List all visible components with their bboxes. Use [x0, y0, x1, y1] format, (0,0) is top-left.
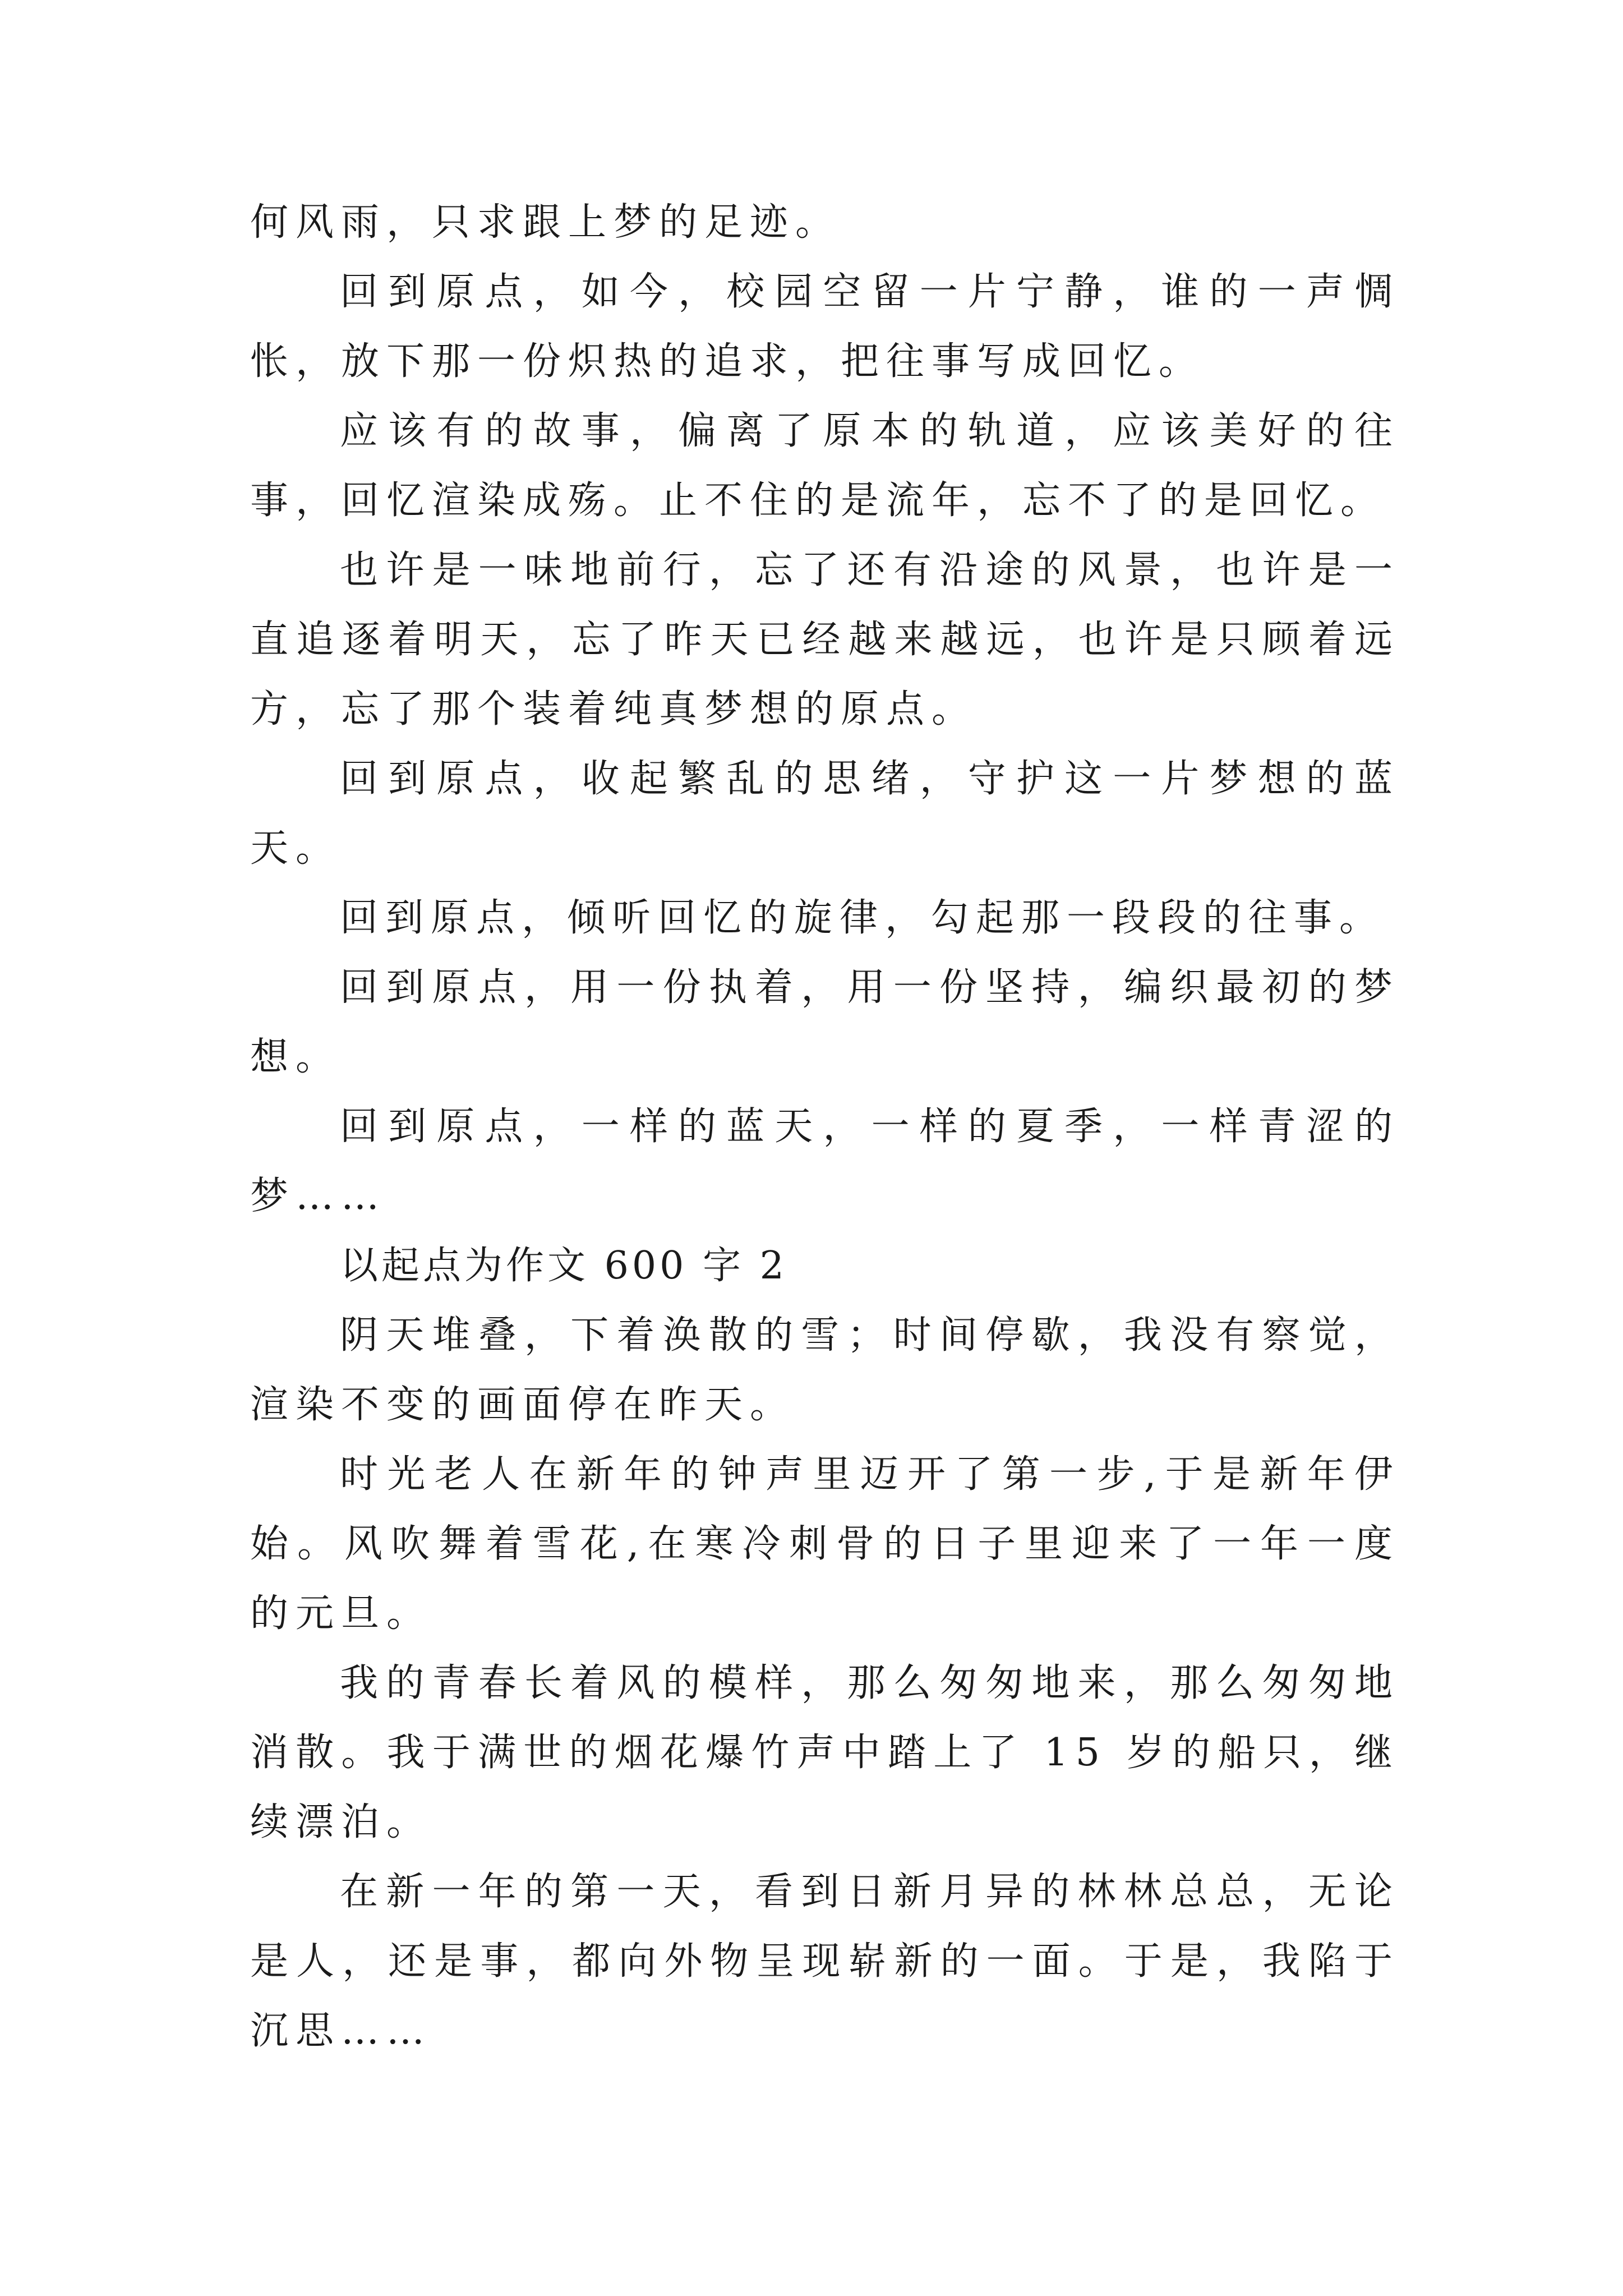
paragraph: 回到原点，如今，校园空留一片宁静，谁的一声惆怅，放下那一份炽热的追求，把往事写成回忆。: [250, 270, 1400, 384]
document-body: [250, 188, 1400, 2066]
paragraph: 回到原点，一样的蓝天，一样的夏季，一样青涩的梦……: [250, 1105, 1400, 1218]
section-heading: 以起点为作文 600 字 2: [340, 1244, 787, 1288]
paragraph: 回到原点，收起繁乱的思绪，守护这一片梦想的蓝天。: [250, 757, 1400, 871]
paragraph: 应该有的故事，偏离了原本的轨道，应该美好的往事，回忆渲染成殇。止不住的是流年，忘不了的是回忆。: [250, 409, 1400, 523]
paragraph: 时光老人在新年的钟声里迈开了第一步,于是新年伊始。风吹舞着雪花,在寒冷刺骨的日子里迎来了一年一度的元旦。: [250, 1452, 1400, 1636]
paragraph: 阴天堆叠，下着涣散的雪；时间停歇，我没有察觉，渲染不变的画面停在昨天。: [250, 1313, 1400, 1427]
paragraph-continuation: 何风雨，只求跟上梦的足迹。: [250, 200, 841, 245]
paragraph: 回到原点，倾听回忆的旋律，勾起那一段段的往事。: [340, 896, 1385, 940]
paragraph: 在新一年的第一天，看到日新月异的林林总总，无论是人，还是事，都向外物呈现崭新的一面。于是，我陷于沉思……: [250, 1870, 1400, 2053]
paragraph: 也许是一味地前行，忘了还有沿途的风景，也许是一直追逐着明天，忘了昨天已经越来越远，也许是只顾着远方，忘了那个装着纯真梦想的原点。: [250, 548, 1400, 731]
paragraph: 回到原点，用一份执着，用一份坚持，编织最初的梦想。: [250, 965, 1400, 1079]
paragraph: 我的青春长着风的模样，那么匆匆地来，那么匆匆地消散。我于满世的烟花爆竹声中踏上了 15 岁的船只，继续漂泊。: [250, 1661, 1400, 1844]
